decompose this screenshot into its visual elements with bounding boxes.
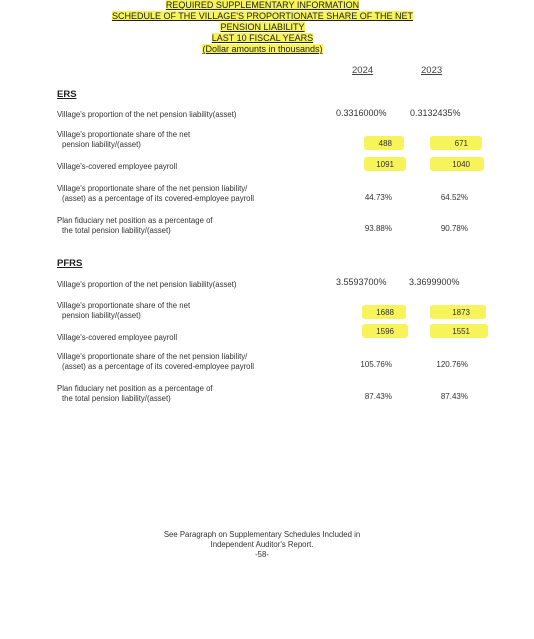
- footer-line-2: Independent Auditor's Report.: [210, 540, 314, 549]
- pfrs-row-fiduciary-2023: 87.43%: [440, 392, 468, 401]
- pfrs-row-proportion-2024: 3.5593700%: [336, 277, 387, 287]
- header-line-1: REQUIRED SUPPLEMENTARY INFORMATION: [165, 0, 360, 10]
- ers-row-proportion-2023: 0.3132435%: [410, 108, 461, 118]
- ers-row-share-2024: 488: [378, 139, 392, 148]
- ers-row-pct-payroll-2024: 44.73%: [364, 193, 392, 202]
- footer-line-1: See Paragraph on Supplementary Schedules Included in: [163, 530, 361, 539]
- ers-row-share-label-1: Village's proportionate share of the net: [57, 130, 191, 139]
- pfrs-row-share-2023: 1873: [452, 308, 470, 317]
- pfrs-row-fiduciary-label-2: the total pension liability/(asset): [62, 394, 171, 403]
- ers-row-fiduciary-2023: 90.78%: [440, 224, 468, 233]
- ers-row-share-2023: 671: [454, 139, 468, 148]
- ers-row-pct-payroll-label-1: Village's proportionate share of the net pension liability/: [57, 184, 248, 193]
- ers-row-proportion-2024: 0.3316000%: [336, 108, 387, 118]
- ers-row-proportion-label: Village's proportion of the net pension liability(asset): [57, 110, 237, 119]
- ers-row-payroll-2023: 1040: [452, 160, 470, 169]
- ers-row-pct-payroll-2023: 64.52%: [440, 193, 468, 202]
- header-line-5: (Dollar amounts in thousands): [202, 44, 323, 54]
- pfrs-row-share-label-1: Village's proportionate share of the net: [57, 301, 191, 310]
- header-line-2: SCHEDULE OF THE VILLAGE'S PROPORTIONATE SHARE OF THE NET: [111, 11, 414, 21]
- pfrs-row-fiduciary-2024: 87.43%: [364, 392, 392, 401]
- header-line-4: LAST 10 FISCAL YEARS: [211, 33, 314, 43]
- pfrs-section-title: PFRS: [57, 258, 83, 269]
- year-2024-heading: 2024: [352, 65, 374, 76]
- ers-row-fiduciary-label-1: Plan fiduciary net position as a percentage of: [57, 216, 213, 225]
- ers-row-pct-payroll-label-2: (asset) as a percentage of its covered-employee payroll: [62, 194, 254, 203]
- year-2023-heading: 2023: [421, 65, 443, 76]
- pfrs-row-share-2024: 1688: [376, 308, 394, 317]
- pfrs-row-payroll-2023: 1551: [452, 327, 470, 336]
- ers-row-payroll-2024: 1091: [376, 160, 394, 169]
- ers-row-fiduciary-2024: 93.88%: [364, 224, 392, 233]
- ers-row-fiduciary-label-2: the total pension liability/(asset): [62, 226, 171, 235]
- pfrs-row-proportion-2023: 3.3699900%: [409, 277, 460, 287]
- page-number: -58-: [255, 550, 269, 559]
- pfrs-row-pct-payroll-label-1: Village's proportionate share of the net pension liability/: [57, 352, 248, 361]
- pfrs-row-share-label-2: pension liability/(asset): [62, 311, 141, 320]
- pfrs-row-pct-payroll-2024: 105.76%: [360, 360, 392, 369]
- ers-section-title: ERS: [57, 89, 77, 100]
- pfrs-row-payroll-label: Village's-covered employee payroll: [57, 333, 178, 342]
- pfrs-row-fiduciary-label-1: Plan fiduciary net position as a percentage of: [57, 384, 213, 393]
- pfrs-row-proportion-label: Village's proportion of the net pension liability(asset): [57, 280, 237, 289]
- ers-row-payroll-label: Village's-covered employee payroll: [57, 162, 178, 171]
- pfrs-row-payroll-2024: 1596: [376, 327, 394, 336]
- pfrs-row-pct-payroll-label-2: (asset) as a percentage of its covered-employee payroll: [62, 362, 254, 371]
- pfrs-row-pct-payroll-2023: 120.76%: [436, 360, 468, 369]
- header-line-3: PENSION LIABILITY: [220, 22, 305, 32]
- ers-row-share-label-2: pension liability/(asset): [62, 140, 141, 149]
